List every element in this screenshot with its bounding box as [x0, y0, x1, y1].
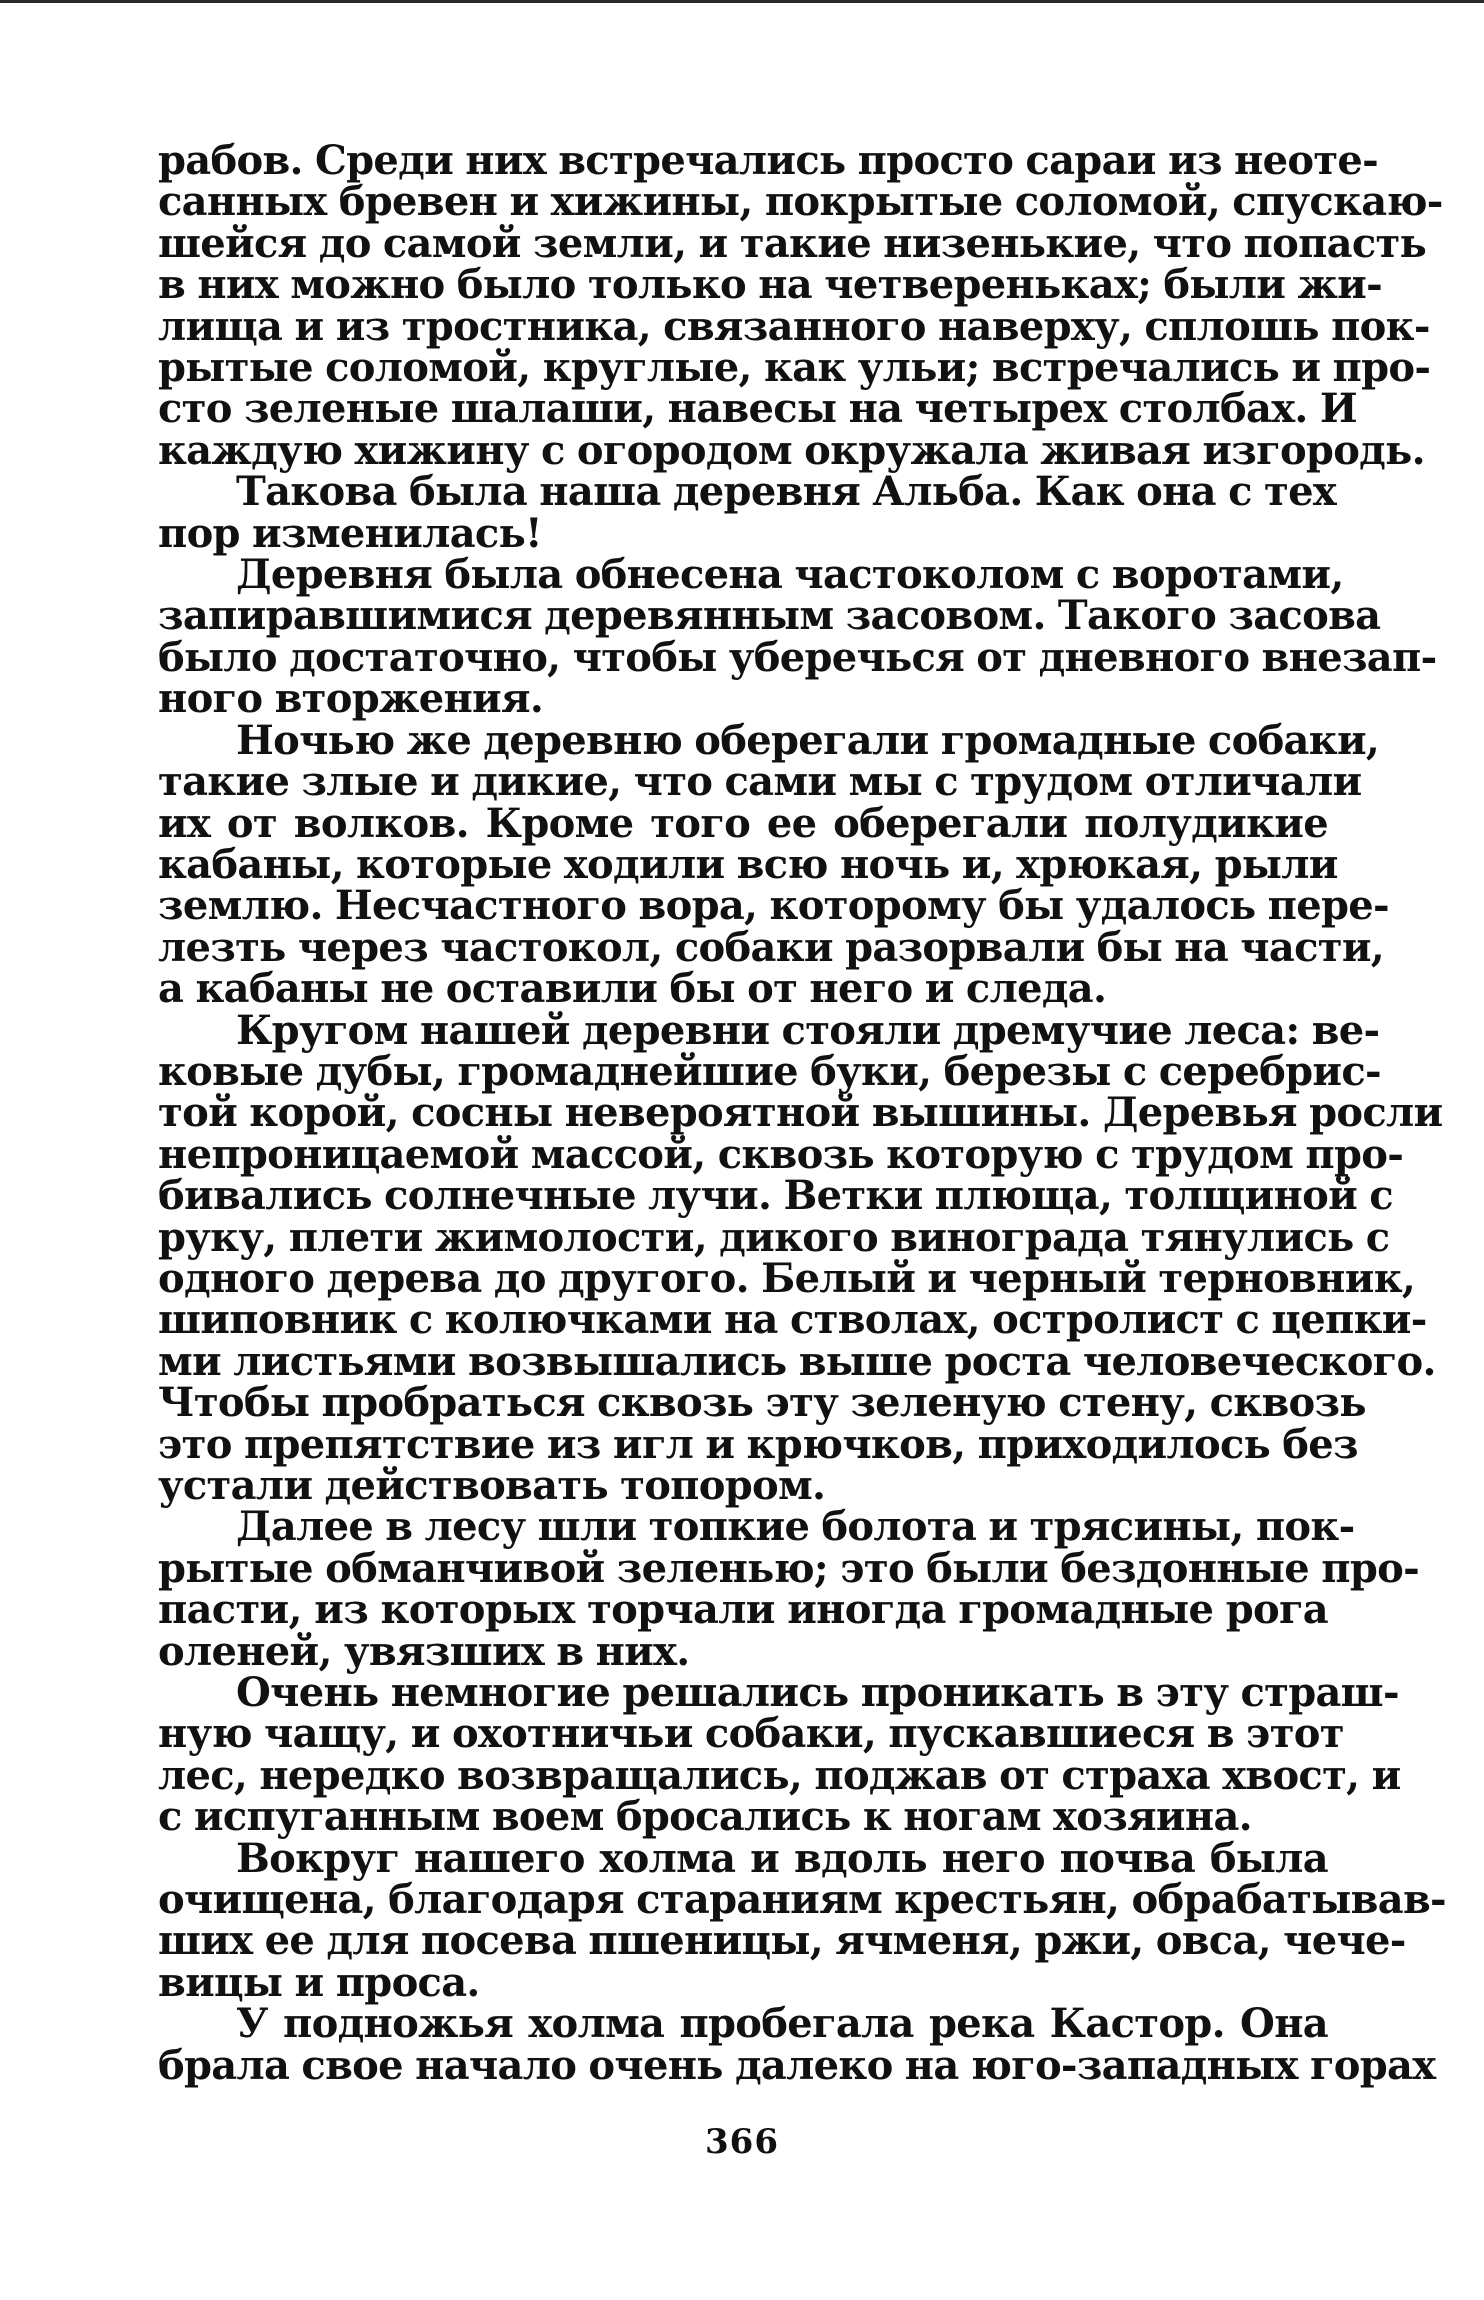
text-line: руку, плети жимолости, дикого винограда тянулись с [158, 1213, 1390, 1261]
text-line: санных бревен и хижины, покрытые соломой, спускаю- [158, 178, 1443, 226]
text-line: непроницаемой массой, сквозь которую с трудом про- [158, 1130, 1404, 1178]
text-line: лища и из тростника, связанного наверху, сплошь пок- [158, 302, 1430, 350]
text-line: Кругом нашей деревни стояли дремучие леса: ве- [236, 1006, 1380, 1054]
text-line: ную чащу, и охотничьи собаки, пускавшиеся в этот [158, 1710, 1344, 1758]
text-line: Очень немногие решались проникать в эту страш- [236, 1669, 1399, 1717]
text-line: вицы и проса. [158, 1958, 480, 2006]
text-line: устали действовать топором. [158, 1462, 826, 1509]
text-line: Ночью же деревню оберегали громадные собаки, [236, 716, 1380, 764]
text-line: Чтобы пробраться сквозь эту зеленую стену, сквозь [158, 1379, 1366, 1427]
paragraph [158, 716, 1389, 1013]
text-line: их от волков. Кроме того ее оберегали полудикие [158, 799, 1328, 847]
paragraph [158, 1503, 1419, 1675]
text-line: брала свое начало очень далеко на юго-западных горах [158, 2041, 1436, 2089]
text-line: землю. Несчастного вора, которому бы удалось пере- [158, 882, 1389, 930]
paragraph [158, 1006, 1443, 1509]
text-line: лес, нередко возвращались, поджав от страха хвост, и [158, 1751, 1401, 1799]
text-line: ковые дубы, громаднейшие буки, березы с серебрис- [158, 1047, 1381, 1095]
text-line: рытые соломой, круглые, как ульи; встречались и про- [158, 344, 1431, 392]
text-line: одного дерева до другого. Белый и черный терновник, [158, 1254, 1416, 1302]
text-line: ми листьями возвышались выше роста человеческого. [158, 1337, 1436, 1385]
text-line: Деревня была обнесена частоколом с воротами, [236, 551, 1344, 599]
text-line: шейся до самой земли, и такие низенькие, что попасть [158, 219, 1427, 267]
text-line: лезть через частокол, собаки разорвали бы на части, [158, 923, 1385, 971]
text-line: рытые обманчивой зеленью; это были бездонные про- [158, 1544, 1419, 1592]
text-line: той корой, сосны невероятной вышины. Деревья росли [158, 1089, 1443, 1137]
text-line: кабаны, которые ходили всю ночь и, хрюкая, рыли [158, 840, 1338, 888]
text-line: Такова была наша деревня Альба. Как она с тех [236, 468, 1336, 516]
text-line: было достаточно, чтобы уберечься от дневного внезап- [158, 633, 1437, 681]
page-top-edge [0, 0, 1484, 3]
page-number: 366 [705, 2122, 779, 2162]
text-line: пасти, из которых торчали иногда громадные рога [158, 1586, 1328, 1634]
text-line: шиповник с колючками на стволах, остролист с цепки- [158, 1296, 1427, 1344]
paragraph [158, 137, 1443, 474]
text-line: очищена, благодаря стараниям крестьян, обрабатывав- [158, 1876, 1446, 1924]
text-line: рабов. Среди них встречались просто сараи из неоте- [158, 137, 1379, 184]
paragraph [158, 2000, 1436, 2089]
text-line: Вокруг нашего холма и вдоль него почва была [236, 1834, 1328, 1882]
text-line: с испуганным воем бросались к ногам хозяина. [158, 1793, 1252, 1841]
text-line: оленей, увязших в них. [158, 1627, 690, 1675]
text-line: запиравшимися деревянным засовом. Такого засова [158, 592, 1381, 640]
text-line: пор изменилась! [158, 509, 542, 557]
text-line: сто зеленые шалаши, навесы на четырех столбах. И [158, 385, 1357, 433]
paragraph [158, 551, 1437, 723]
text-line: каждую хижину с огородом окружала живая изгородь. [158, 426, 1425, 474]
text-line: Далее в лесу шли топкие болота и трясины, пок- [236, 1503, 1355, 1551]
text-line: в них можно было только на четвереньках; были жи- [158, 261, 1383, 309]
paragraph [158, 1834, 1446, 2006]
text-line: а кабаны не оставили бы от него и следа. [158, 965, 1107, 1013]
paragraph [158, 1669, 1401, 1841]
text-line: такие злые и дикие, что сами мы с трудом отличали [158, 758, 1362, 806]
text-line: У подножья холма пробегала река Кастор. Она [236, 2000, 1328, 2048]
text-line: бивались солнечные лучи. Ветки плюща, толщиной с [158, 1172, 1393, 1220]
text-line: ного вторжения. [158, 675, 544, 723]
paragraph [158, 468, 1336, 557]
text-line: ших ее для посева пшеницы, ячменя, ржи, овса, чече- [158, 1917, 1406, 1965]
text-line: это препятствие из игл и крючков, приходилось без [158, 1420, 1358, 1468]
book-page-text [158, 137, 1446, 2089]
